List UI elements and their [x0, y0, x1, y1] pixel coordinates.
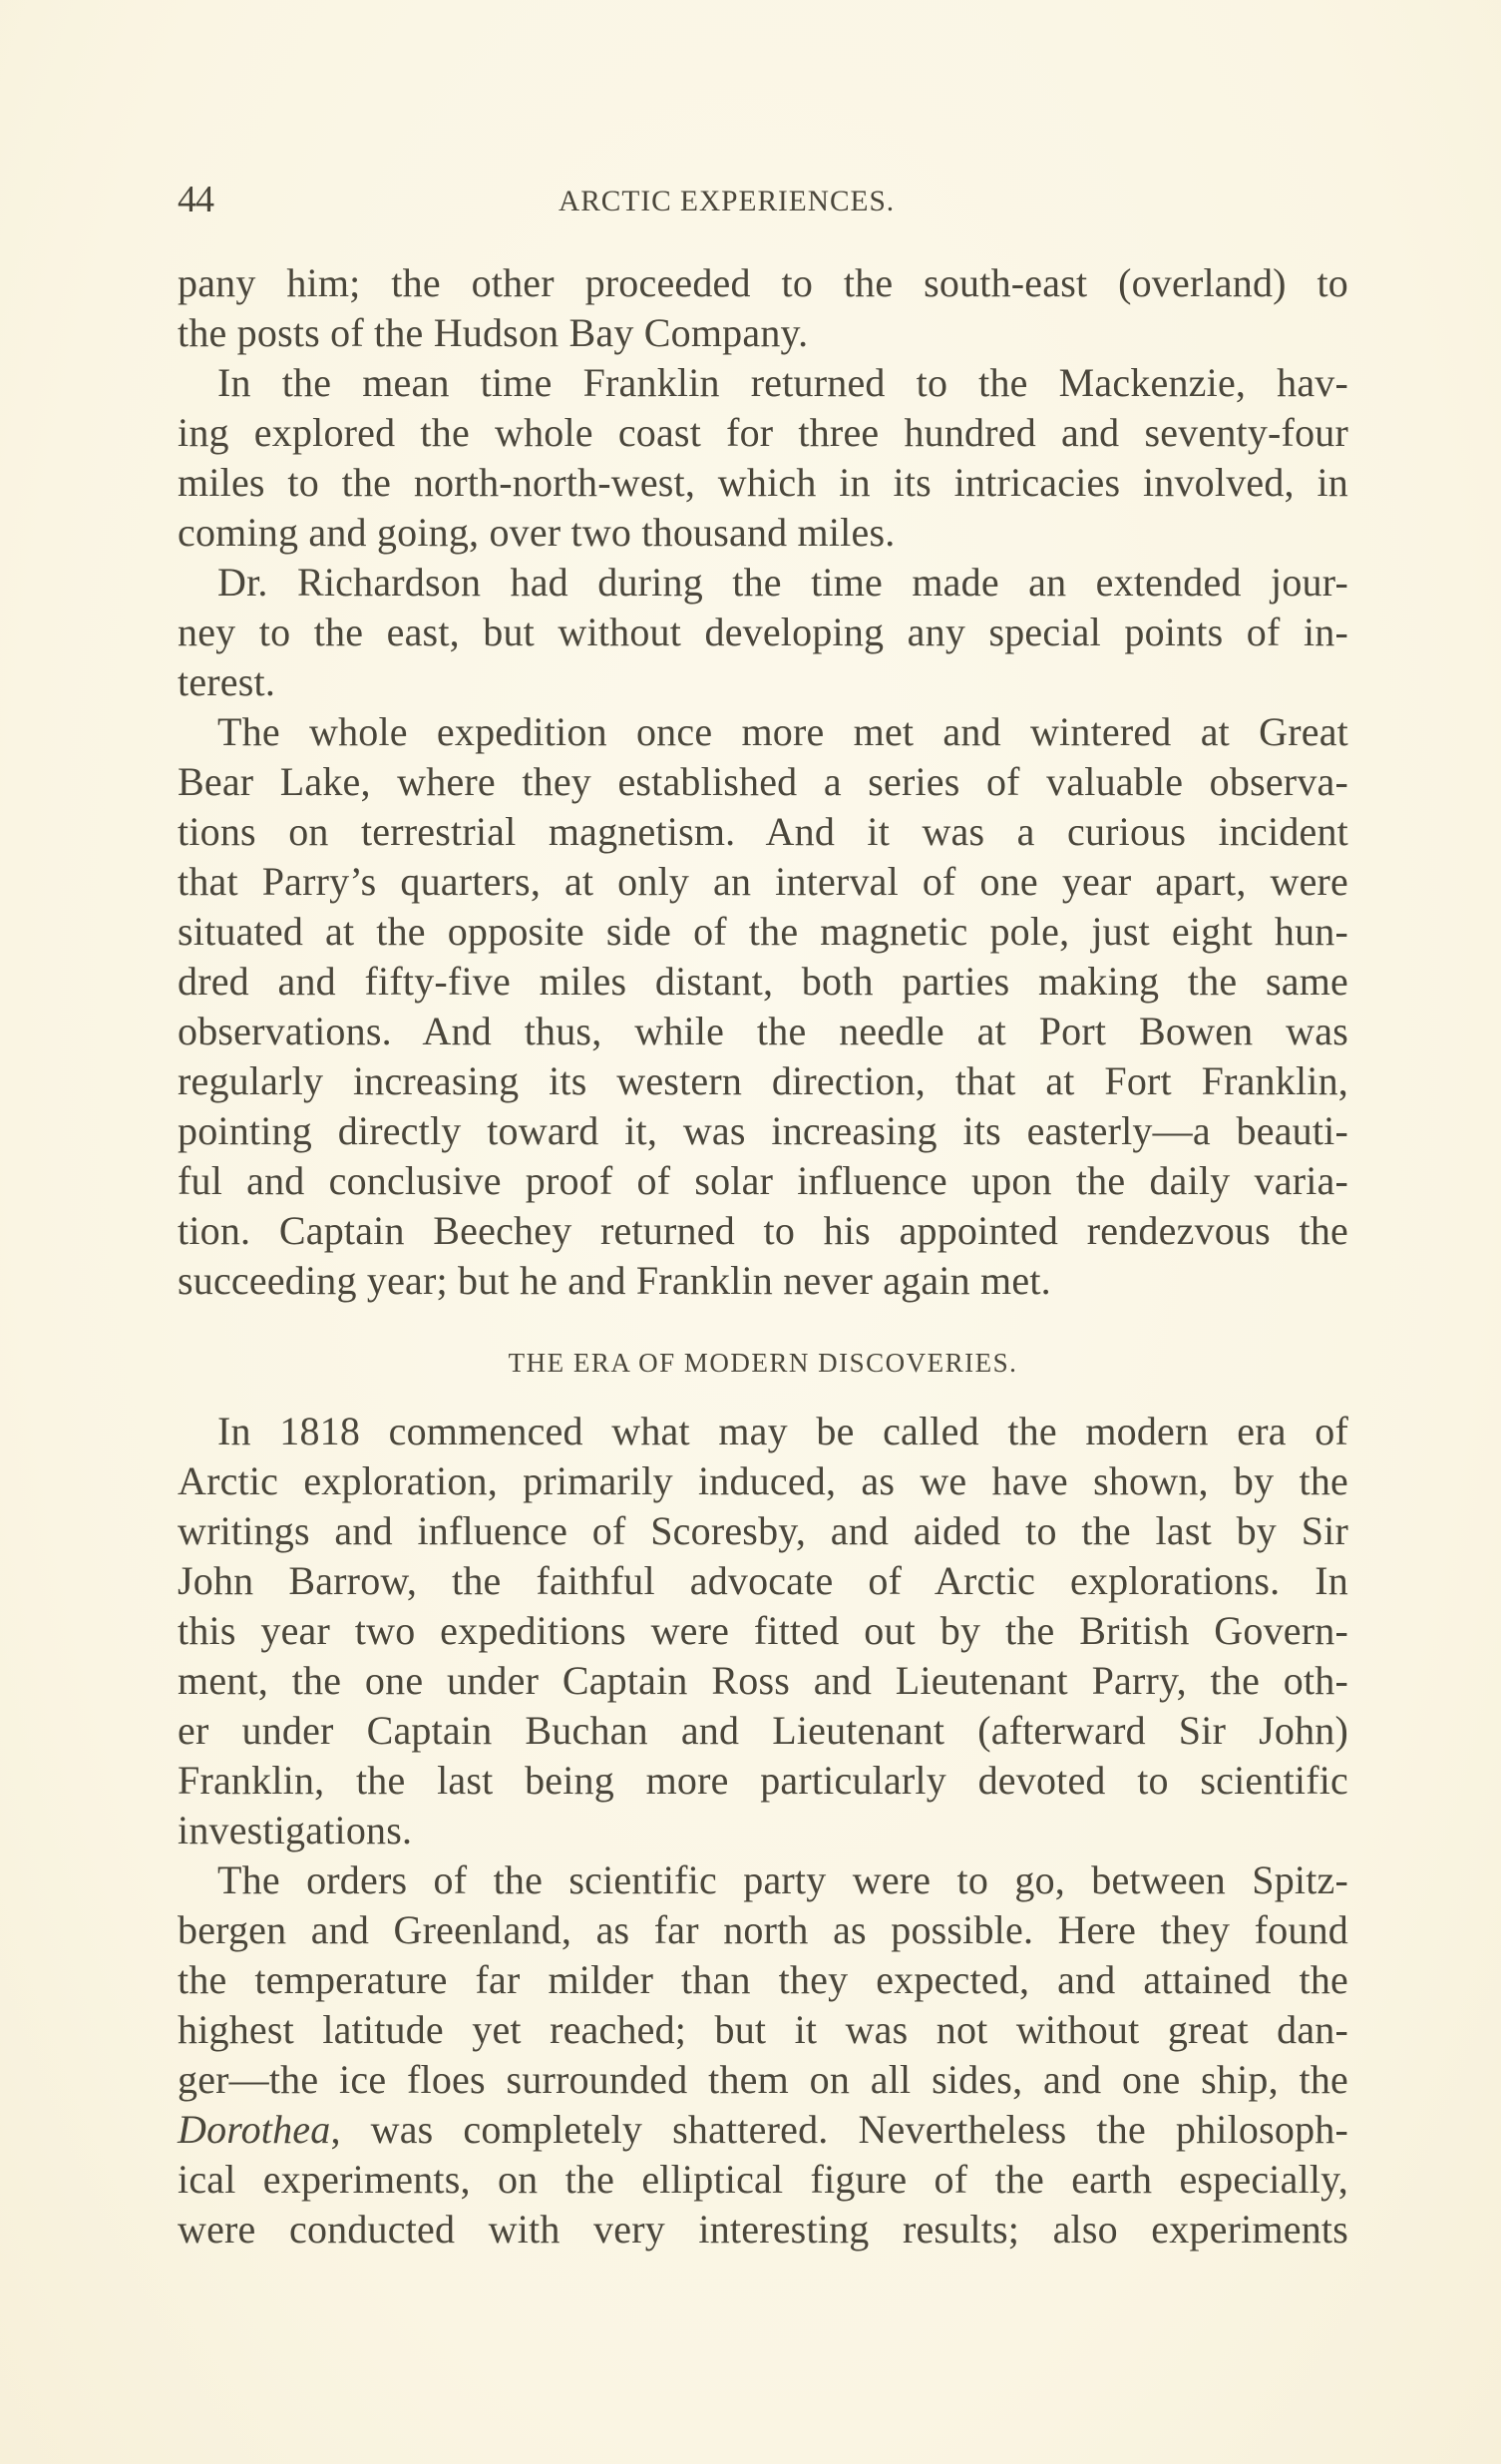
text-line: miles to the north-north-west, which in its intricacies involved, in	[178, 460, 1348, 505]
text-line: ical experiments, on the elliptical figure of the earth especially,	[178, 2157, 1348, 2202]
text-line: tion. Captain Beechey returned to his appointed rendezvous the	[178, 1208, 1348, 1253]
text-line: highest latitude yet reached; but it was not without great dan-	[178, 2007, 1348, 2052]
text-line: ing explored the whole coast for three hundred and seventy-four	[178, 410, 1348, 455]
text-line-rest: , was completely shattered. Nevertheless the philosoph-	[330, 2107, 1348, 2152]
text-line: writings and influence of Scoresby, and aided to the last by Sir	[178, 1508, 1348, 1553]
text-line: that Parry’s quarters, at only an interval of one year apart, were	[178, 859, 1348, 904]
text-line: this year two expeditions were fitted out by the British Govern-	[178, 1608, 1348, 1653]
text-line: pany him; the other proceeded to the south-east (overland) to	[178, 260, 1348, 305]
text-line: terest.	[178, 659, 276, 704]
text-line: coming and going, over two thousand miles.	[178, 510, 896, 555]
page-number: 44	[178, 179, 213, 220]
text-line: In the mean time Franklin returned to the Mackenzie, hav-	[217, 360, 1348, 405]
text-line: observations. And thus, while the needle at Port Bowen was	[178, 1009, 1348, 1053]
text-line: succeeding year; but he and Franklin never again met.	[178, 1258, 1051, 1303]
text-line: ment, the one under Captain Ross and Lieutenant Parry, the oth-	[178, 1658, 1348, 1703]
text-line: the posts of the Hudson Bay Company.	[178, 310, 809, 355]
text-line: situated at the opposite side of the magnetic pole, just eight hun-	[178, 909, 1348, 954]
text-line: Franklin, the last being more particularly devoted to scientific	[178, 1758, 1348, 1803]
text-line: er under Captain Buchan and Lieutenant (afterward Sir John)	[178, 1708, 1348, 1753]
running-head	[178, 178, 1348, 221]
text-line: ful and conclusive proof of solar influence upon the daily varia-	[178, 1158, 1348, 1203]
text-line: pointing directly toward it, was increasing its easterly—a beauti-	[178, 1108, 1348, 1153]
text-line: were conducted with very interesting results; also experiments	[178, 2207, 1348, 2252]
text-line-italic	[178, 2105, 1348, 2155]
text-line: tions on terrestrial magnetism. And it was a curious incident	[178, 809, 1348, 854]
text-line: investigations.	[178, 1808, 413, 1852]
running-title: ARCTIC EXPERIENCES.	[559, 185, 896, 217]
text-line: bergen and Greenland, as far north as possible. Here they found	[178, 1907, 1348, 1952]
text-block-2	[178, 1407, 1348, 2255]
text-line: ney to the east, but without developing any special points of in-	[178, 610, 1348, 654]
text-line: Arctic exploration, primarily induced, as we have shown, by the	[178, 1458, 1348, 1503]
section-heading: THE ERA OF MODERN DISCOVERIES.	[508, 1348, 1018, 1378]
text-line: In 1818 commenced what may be called the modern era of	[217, 1409, 1348, 1453]
text-line: ger—the ice floes surrounded them on all sides, and one ship, the	[178, 2057, 1348, 2102]
text-line: dred and fifty-five miles distant, both parties making the same	[178, 959, 1348, 1004]
ship-name-italic: Dorothea	[178, 2107, 331, 2152]
text-line: the temperature far milder than they expected, and attained the	[178, 1957, 1348, 2002]
text-line: Dr. Richardson had during the time made an extended jour-	[217, 560, 1348, 605]
text-line: The whole expedition once more met and wintered at Great	[217, 709, 1348, 754]
text-line: John Barrow, the faithful advocate of Arctic explorations. In	[178, 1558, 1348, 1603]
text-line: The orders of the scientific party were to go, between Spitz-	[217, 1857, 1348, 1902]
text-block-1	[178, 258, 1348, 1306]
text-line: Bear Lake, where they established a series of valuable observa-	[178, 759, 1348, 804]
text-line: regularly increasing its western direction, that at Fort Franklin,	[178, 1058, 1348, 1103]
